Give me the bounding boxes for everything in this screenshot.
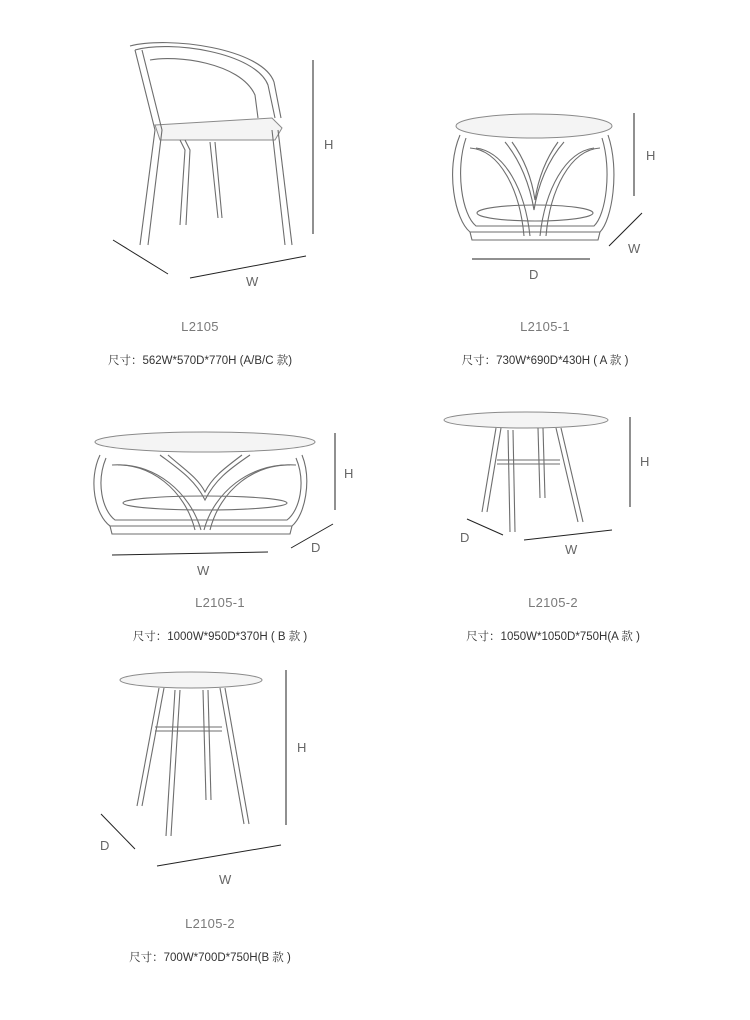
product-caption	[405, 319, 685, 368]
product-caption	[413, 595, 693, 644]
product-code: L2105-2	[528, 595, 578, 610]
depth-label: D	[100, 838, 110, 853]
armchair-drawing	[113, 43, 313, 278]
product-caption	[80, 595, 360, 644]
product-caption	[60, 319, 340, 368]
depth-label: D	[311, 540, 321, 555]
table-a-drawing	[444, 412, 630, 540]
depth-label: D	[529, 267, 539, 282]
height-label: H	[646, 148, 656, 163]
product-code: L2105-1	[195, 595, 245, 610]
width-label: W	[565, 542, 578, 557]
product-code: L2105-1	[520, 319, 570, 334]
table-b-drawing	[101, 670, 286, 866]
height-label: H	[324, 137, 334, 152]
width-label: W	[246, 274, 259, 289]
product-dimensions: 尺寸：1000W*950D*370H ( B 款 )	[132, 631, 308, 643]
height-label: H	[344, 466, 354, 481]
depth-label: D	[460, 530, 470, 545]
product-code: L2105	[181, 319, 219, 334]
product-dimensions: 尺寸：562W*570D*770H (A/B/C 款)	[107, 355, 293, 367]
height-label: H	[640, 454, 650, 469]
product-dimensions: 尺寸：730W*690D*430H ( A 款 )	[461, 355, 629, 367]
width-label: W	[219, 872, 232, 887]
product-dimensions: 尺寸：700W*700D*750H(B 款 )	[129, 952, 291, 964]
product-dimensions: 尺寸：1050W*1050D*750H(A 款 )	[466, 631, 640, 643]
ottoman-a-drawing	[453, 113, 642, 259]
width-label: W	[628, 241, 641, 256]
height-label: H	[297, 740, 307, 755]
product-caption	[60, 916, 360, 965]
ottoman-b-drawing	[94, 432, 335, 555]
product-code: L2105-2	[185, 916, 235, 931]
width-label: W	[197, 563, 210, 578]
